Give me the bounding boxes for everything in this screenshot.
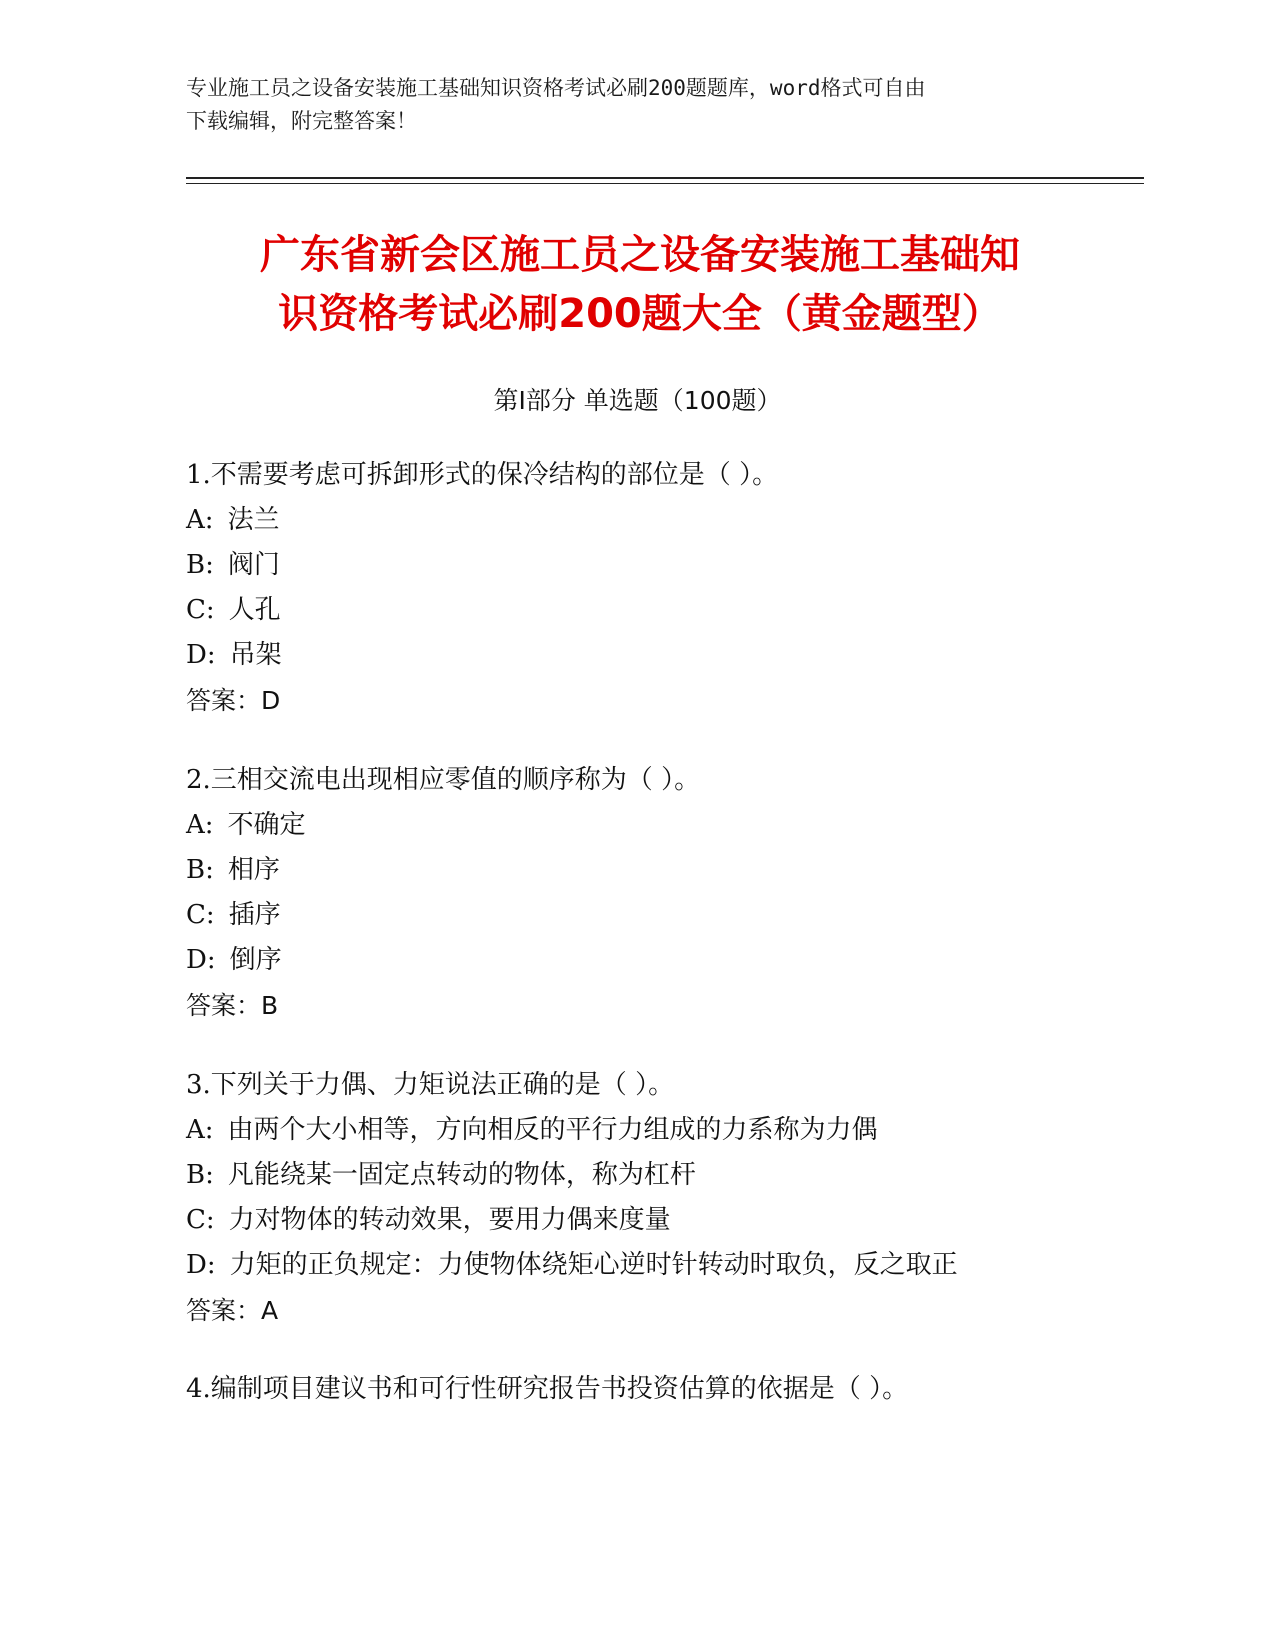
option-text: 法兰 — [227, 505, 280, 535]
header-divider-thin — [186, 183, 1144, 184]
answer: 答案：B — [186, 991, 279, 1020]
option-label: D: — [186, 945, 216, 975]
question-stem: 3.下列关于力偶、力矩说法正确的是（ ）。 — [186, 1070, 675, 1100]
answer: 答案：D — [186, 686, 281, 715]
document-title-line-2: 识资格考试必刷200题大全（黄金题型） — [278, 291, 1002, 337]
option-text: 由两个大小相等，方向相反的平行力组成的力系称为力偶 — [227, 1115, 878, 1145]
option-text: 力对物体的转动效果，要用力偶来度量 — [228, 1205, 671, 1235]
option-label: D: — [186, 1250, 216, 1280]
option-b — [186, 543, 1146, 588]
document-title-line-1: 广东省新会区施工员之设备安装施工基础知 — [260, 232, 1020, 278]
option-c — [186, 588, 1146, 633]
option-text: 插序 — [228, 900, 281, 930]
option-label: B: — [186, 1160, 214, 1190]
option-text: 倒序 — [229, 945, 282, 975]
option-text: 吊架 — [229, 640, 282, 670]
option-text: 不确定 — [227, 810, 306, 840]
option-label: A: — [186, 1115, 214, 1145]
option-label: B: — [186, 855, 214, 885]
option-label: C: — [186, 595, 215, 625]
option-d — [186, 938, 1146, 983]
header-divider-thick — [186, 177, 1144, 179]
option-a — [186, 803, 1146, 848]
option-d — [186, 633, 1146, 678]
option-label: C: — [186, 900, 215, 930]
option-text: 人孔 — [228, 595, 281, 625]
option-label: C: — [186, 1205, 215, 1235]
question-2 — [186, 758, 1146, 1028]
question-4 — [186, 1367, 1146, 1412]
option-label: A: — [186, 810, 214, 840]
option-label: B: — [186, 550, 214, 580]
option-a — [186, 1108, 1146, 1153]
option-text: 阀门 — [227, 550, 280, 580]
header-note-line-1: 专业施工员之设备安装施工基础知识资格考试必刷200题题库，word格式可自由 — [186, 76, 926, 100]
section-heading: 第Ⅰ部分 单选题（100题） — [493, 386, 782, 415]
option-text: 相序 — [227, 855, 280, 885]
option-b — [186, 1153, 1146, 1198]
question-stem: 1.不需要考虑可拆卸形式的保冷结构的部位是（ ）。 — [186, 460, 779, 490]
question-1 — [186, 453, 1146, 723]
question-3 — [186, 1063, 1146, 1333]
option-c — [186, 893, 1146, 938]
question-stem: 4.编制项目建议书和可行性研究报告书投资估算的依据是（ ）。 — [186, 1374, 909, 1404]
option-text: 力矩的正负规定：力使物体绕矩心逆时针转动时取负，反之取正 — [229, 1250, 958, 1280]
option-c — [186, 1198, 1146, 1243]
option-label: D: — [186, 640, 216, 670]
option-b — [186, 848, 1146, 893]
header-note-line-2: 下载编辑，附完整答案！ — [186, 109, 417, 133]
document-title — [190, 226, 1090, 344]
answer: 答案：A — [186, 1296, 279, 1325]
question-stem: 2.三相交流电出现相应零值的顺序称为（ ）。 — [186, 765, 701, 795]
option-text: 凡能绕某一固定点转动的物体，称为杠杆 — [227, 1160, 696, 1190]
option-a — [186, 498, 1146, 543]
option-label: A: — [186, 505, 214, 535]
option-d — [186, 1243, 1146, 1288]
header-note — [186, 72, 1086, 138]
